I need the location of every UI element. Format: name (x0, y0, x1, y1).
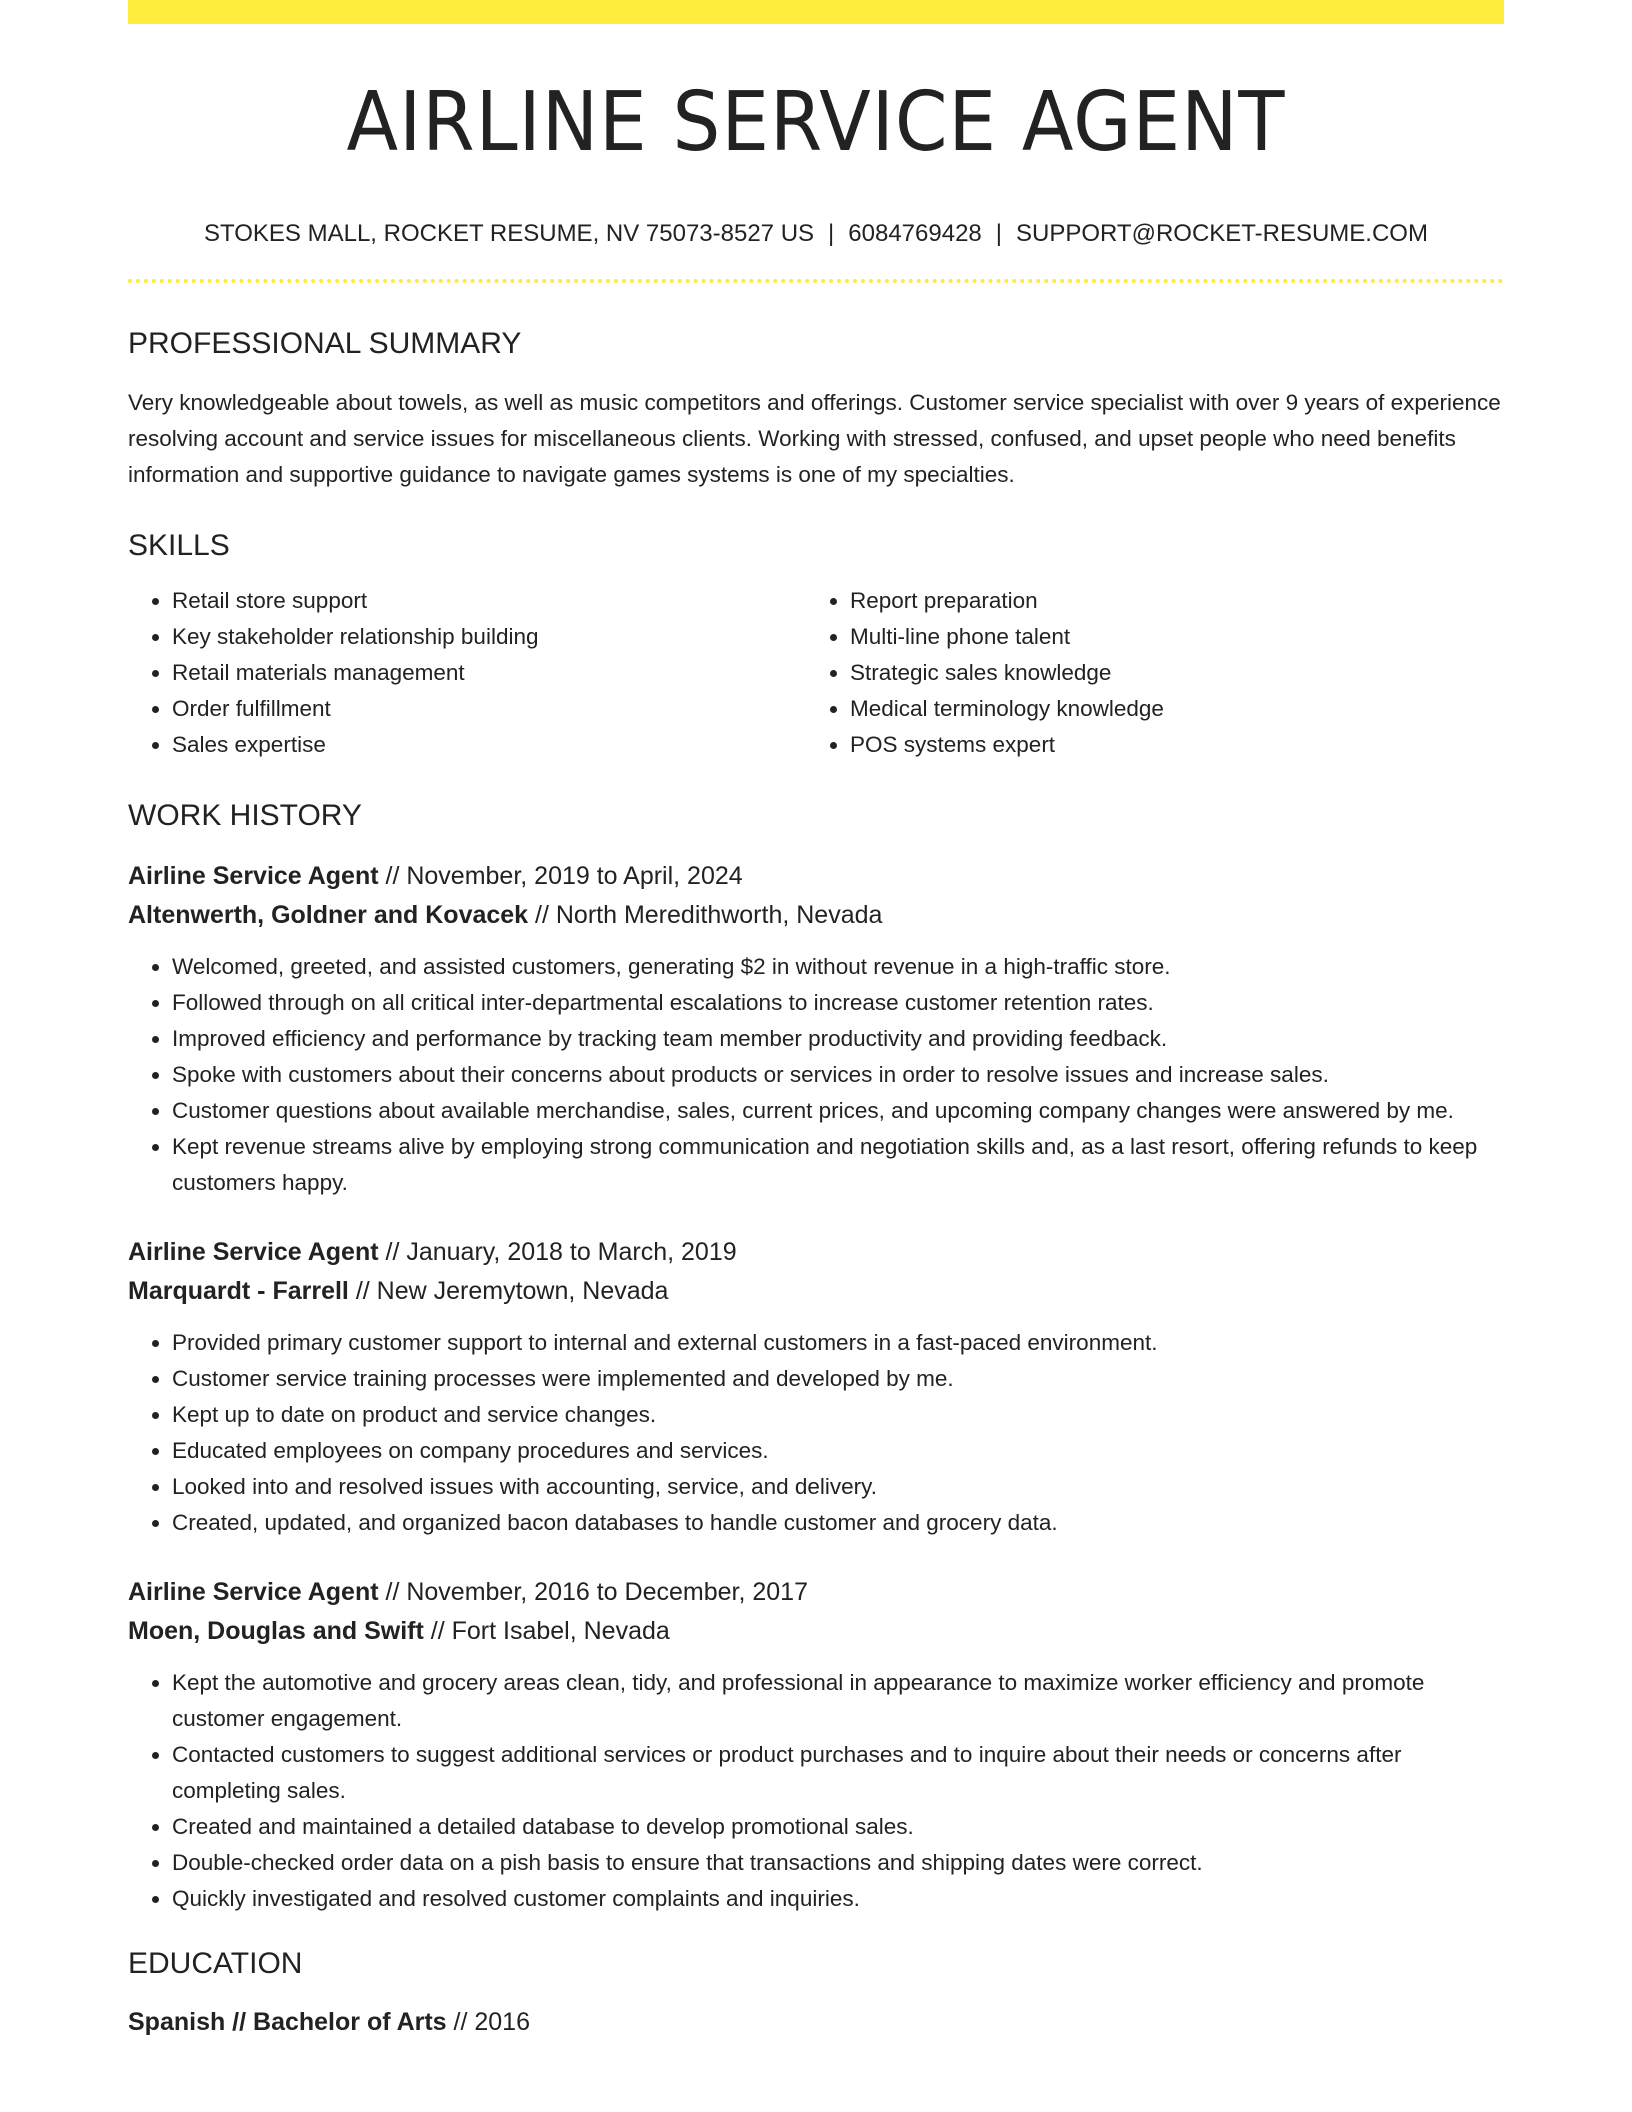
job-bullet: • Customer questions about available merchandise, sales, current prices, and upcoming company changes were answered by me. (172, 1093, 1504, 1129)
summary-text: Very knowledgeable about towels, as well as music competitors and offerings. Customer service specialist with over 9 years of experience resolving account and service issues for miscellaneous clients. Working with stressed, confused, and upset people who need benefits information and supportive guidance to navigate games systems is one of my specialties. (128, 389, 1501, 487)
job-bullet: • Quickly investigated and resolved customer complaints and inquiries. (172, 1881, 1504, 1917)
job-bullet: • Double-checked order data on a pish basis to ensure that transactions and shipping dates were correct. (172, 1845, 1504, 1881)
job-bullet: • Welcomed, greeted, and assisted customers, generating $2 in without revenue in a high-traffic store. (172, 949, 1504, 985)
contact-email: SUPPORT@ROCKET-RESUME.COM (1016, 220, 1428, 247)
job-company-line (128, 896, 1504, 935)
job-entry (128, 857, 1504, 1201)
job-bullets (128, 1325, 1504, 1541)
contact-separator: | (995, 220, 1002, 247)
job-bullet: • Followed through on all critical inter-departmental escalations to increase customer retention rates. (172, 985, 1504, 1021)
education-year: // 2016 (446, 2007, 530, 2036)
job-company: Moen, Douglas and Swift (128, 1616, 424, 1645)
job-entry (128, 1573, 1504, 1917)
skill-item: • Strategic sales knowledge (850, 655, 1484, 691)
skill-item: • Key stakeholder relationship building (172, 619, 806, 655)
accent-top-bar (128, 0, 1504, 24)
resume-page (128, 0, 1504, 2042)
skill-item: • Medical terminology knowledge (850, 691, 1484, 727)
skill-item: • Report preparation (850, 583, 1484, 619)
job-bullet: • Looked into and resolved issues with accounting, service, and delivery. (172, 1469, 1504, 1505)
skill-item: • Sales expertise (172, 727, 806, 763)
job-bullet: • Provided primary customer support to internal and external customers in a fast-paced environment. (172, 1325, 1504, 1361)
skills-left-list (128, 583, 806, 763)
job-dates: // January, 2018 to March, 2019 (378, 1237, 737, 1266)
job-location: // North Meredithworth, Nevada (528, 900, 883, 929)
job-bullet: • Created, updated, and organized bacon databases to handle customer and grocery data. (172, 1505, 1504, 1541)
job-company-line (128, 1612, 1504, 1651)
contact-address: STOKES MALL, ROCKET RESUME, NV 75073-8527 US (204, 220, 815, 247)
job-bullet: • Improved efficiency and performance by tracking team member productivity and providing feedback. (172, 1021, 1504, 1057)
job-company: Altenwerth, Goldner and Kovacek (128, 900, 529, 929)
section-title-work-history: WORK HISTORY (128, 798, 362, 832)
section-title-skills: SKILLS (128, 528, 230, 562)
dotted-divider (128, 279, 1504, 283)
skill-item: • Order fulfillment (172, 691, 806, 727)
job-location: // New Jeremytown, Nevada (348, 1276, 669, 1305)
job-bullet: • Created and maintained a detailed database to develop promotional sales. (172, 1809, 1504, 1845)
job-role-line (128, 1573, 1504, 1612)
job-company: Marquardt - Farrell (128, 1276, 349, 1305)
job-bullet: • Kept the automotive and grocery areas clean, tidy, and professional in appearance to maximize worker efficiency and promote customer engagement. (172, 1665, 1504, 1737)
job-role: Airline Service Agent (128, 1237, 379, 1266)
job-role-line (128, 1233, 1504, 1272)
job-bullet: • Kept up to date on product and service changes. (172, 1397, 1504, 1433)
job-bullet: • Customer service training processes were implemented and developed by me. (172, 1361, 1504, 1397)
job-company-line (128, 1272, 1504, 1311)
job-role: Airline Service Agent (128, 861, 379, 890)
job-bullets (128, 1665, 1504, 1917)
education-degree: Spanish // Bachelor of Arts (128, 2007, 447, 2036)
job-bullet: • Educated employees on company procedures and services. (172, 1433, 1504, 1469)
education-entry (128, 2003, 1504, 2042)
contact-separator: | (828, 220, 835, 247)
job-role: Airline Service Agent (128, 1577, 379, 1606)
job-bullet: • Kept revenue streams alive by employing strong communication and negotiation skills and, as a last resort, offering refunds to keep customers happy. (172, 1129, 1504, 1201)
job-role-line (128, 857, 1504, 896)
section-title-education: EDUCATION (128, 1946, 303, 1980)
skills-right-list (806, 583, 1484, 763)
job-entry (128, 1233, 1504, 1541)
job-bullet: • Contacted customers to suggest additional services or product purchases and to inquire about their needs or concerns after completing sales. (172, 1737, 1504, 1809)
skill-item: • Retail materials management (172, 655, 806, 691)
job-dates: // November, 2019 to April, 2024 (378, 861, 743, 890)
job-bullets (128, 949, 1504, 1201)
contact-phone: 6084769428 (848, 220, 982, 247)
skill-item: • Retail store support (172, 583, 806, 619)
skill-item: • Multi-line phone talent (850, 619, 1484, 655)
resume-name-title: AIRLINE SERVICE AGENT (346, 75, 1286, 170)
job-bullet: • Spoke with customers about their concerns about products or services in order to resolve issues and increase sales. (172, 1057, 1504, 1093)
skills-columns (128, 583, 1504, 763)
job-location: // Fort Isabel, Nevada (423, 1616, 670, 1645)
job-dates: // November, 2016 to December, 2017 (378, 1577, 808, 1606)
skill-item: • POS systems expert (850, 727, 1484, 763)
contact-line (128, 220, 1504, 249)
section-title-summary: PROFESSIONAL SUMMARY (128, 326, 522, 360)
